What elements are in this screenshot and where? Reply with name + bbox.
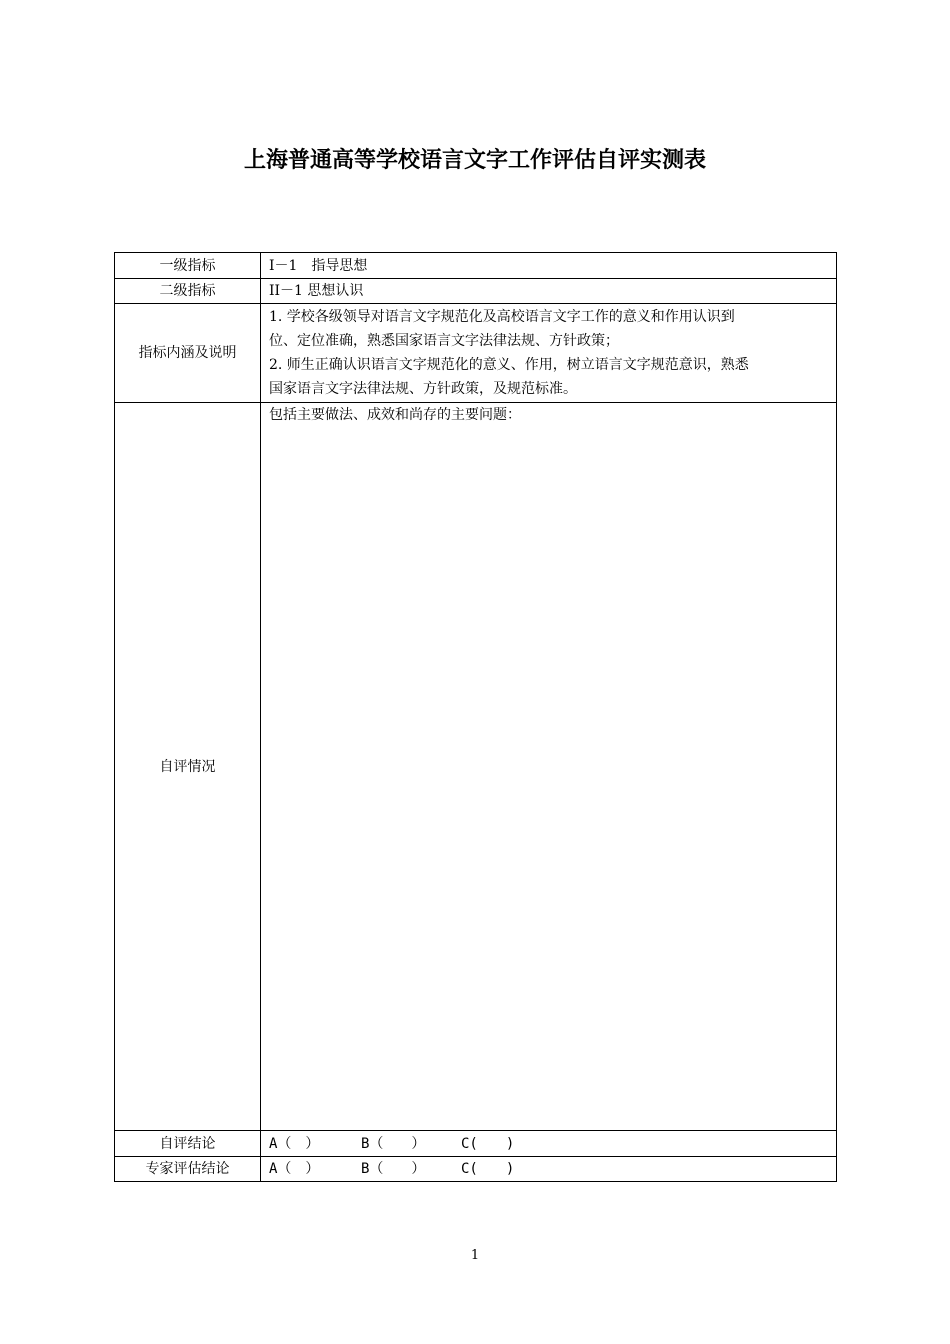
level2-value: ⅠⅠ－1 思想认识 bbox=[261, 279, 837, 304]
connotation-line-2: 位、定位准确，熟悉国家语言文字法律法规、方针政策； bbox=[269, 333, 619, 349]
connotation-content bbox=[261, 304, 837, 403]
page-number: 1 bbox=[470, 1248, 480, 1263]
table-row-self-eval bbox=[115, 403, 837, 1131]
self-conclusion-options bbox=[261, 1131, 837, 1157]
expert-option-a[interactable]: A（ ） bbox=[269, 1161, 320, 1177]
connotation-line-1: 1. 学校各级领导对语言文字规范化及高校语言文字工作的意义和作用认识到 bbox=[269, 309, 735, 325]
page-title: 上海普通高等学校语言文字工作评估自评实测表 bbox=[243, 147, 706, 173]
evaluation-table bbox=[114, 252, 837, 1182]
expert-conclusion-options bbox=[261, 1157, 837, 1182]
level1-label: 一级指标 bbox=[115, 253, 261, 279]
table-row-expert-conclusion bbox=[115, 1157, 837, 1182]
self-option-b[interactable]: B（ ） bbox=[361, 1135, 426, 1152]
table-row-level2 bbox=[115, 279, 837, 304]
expert-option-b[interactable]: B（ ） bbox=[361, 1161, 426, 1177]
self-eval-label: 自评情况 bbox=[115, 403, 261, 1131]
connotation-line-4: 国家语言文字法律法规、方针政策，及规范标准。 bbox=[269, 381, 577, 397]
level1-value: Ⅰ－1 指导思想 bbox=[261, 253, 837, 279]
self-eval-prompt: 包括主要做法、成效和尚存的主要问题： bbox=[269, 407, 521, 423]
self-conclusion-label: 自评结论 bbox=[115, 1131, 261, 1157]
connotation-line-3: 2. 师生正确认识语言文字规范化的意义、作用，树立语言文字规范意识，熟悉 bbox=[269, 357, 749, 373]
connotation-label: 指标内涵及说明 bbox=[115, 304, 261, 403]
self-option-c[interactable]: C( ) bbox=[461, 1135, 515, 1152]
expert-conclusion-label: 专家评估结论 bbox=[115, 1157, 261, 1182]
table-row-self-conclusion bbox=[115, 1131, 837, 1157]
table-row-level1 bbox=[115, 253, 837, 279]
self-option-a[interactable]: A（ ） bbox=[269, 1135, 320, 1152]
self-eval-area[interactable] bbox=[261, 403, 837, 1131]
expert-option-c[interactable]: C( ) bbox=[461, 1161, 515, 1177]
table-row-connotation bbox=[115, 304, 837, 403]
level2-label: 二级指标 bbox=[115, 279, 261, 304]
